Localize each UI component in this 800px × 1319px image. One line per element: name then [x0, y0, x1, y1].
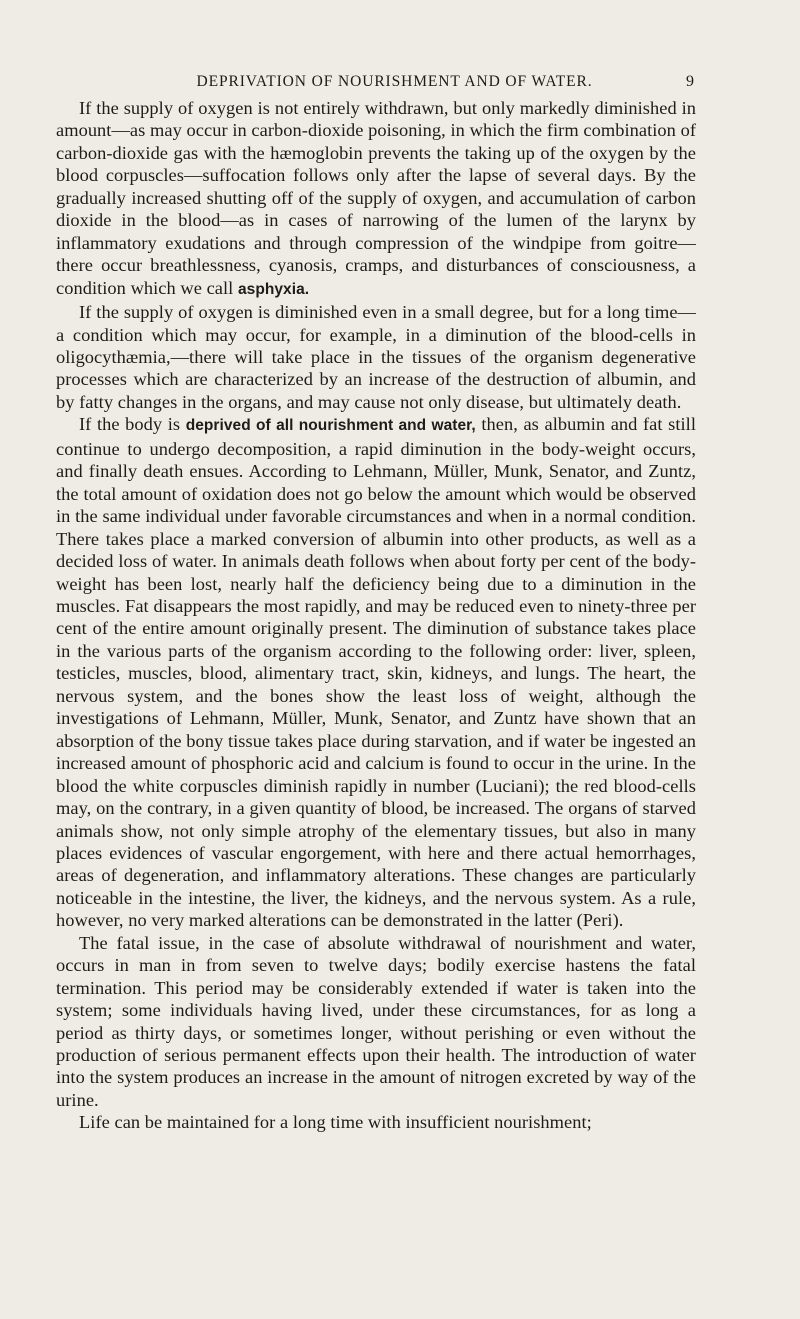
paragraph-insufficient-nourishment: [56, 1111, 696, 1133]
paragraph-text: If the supply of oxygen is not entirely withdrawn, but only markedly diminished in amount—as may occur in carbon-dioxide poisoning, in which the firm combination of carbon-dioxide gas with the hæmoglobin prevents the taking up of the oxygen by the blood corpuscles—suffocation follows only after the lapse of several days. By the gradually increased shutting off of the supply of oxygen, and accumulation of carbon dioxide in the blood—as in cases of narrowing of the lumen of the larynx by inflammatory exudations and through compression of the windpipe from goitre—there occur breathlessness, cyanosis, cramps, and disturbances of consciousness, a condition which we call: [56, 98, 696, 298]
bold-term-asphyxia: asphyxia.: [238, 280, 310, 298]
running-header: [95, 73, 694, 99]
body-text: [56, 97, 696, 1134]
paragraph-text: Life can be maintained for a long time with insufficient nourishment;: [79, 1112, 592, 1133]
paragraph-asphyxia: [56, 97, 696, 301]
page-number: 9: [686, 73, 694, 90]
paragraph-fatal-issue: [56, 932, 696, 1112]
paragraph-deprivation: [56, 413, 696, 931]
paragraph-text-continued: then, as albumin and fat still continue to undergo decomposition, a rapid diminution in the body-weight occurs, and finally death ensues. According to Lehmann, Müller, Munk, Senator, and Zuntz, the total amount of oxidation does not go below the amount which would be observed in the same individual under favorable circumstances and when in a normal condition. There takes place a marked conversion of albumin into other products, as well as a decided loss of water. In animals death follows when about forty per cent of the body-weight has been lost, nearly half the deficiency being due to a diminution in the muscles. Fat disappears the most rapidly, and may be reduced even to ninety-three per cent of the entire amount originally present. The diminution of substance takes place in the various parts of the organism according to the following order: liver, spleen, testicles, muscles, blood, alimentary tract, skin, kidneys, and lungs. The heart, the nervous system, and the bones show the least loss of weight, although the investigations of Lehmann, Müller, Munk, Senator, and Zuntz have shown that an absorption of the bony tissue takes place during starvation, and if water be ingested an increased amount of phosphoric acid and calcium is found to occur in the urine. In the blood the white corpuscles diminish rapidly in number (Luciani); the red blood-cells may, on the contrary, in a given quantity of blood, be increased. The organs of starved animals show, not only simple atrophy of the elementary tissues, but also in many places evidences of vascular engorgement, with here and there actual hemorrhages, areas of degeneration, and inflammatory alterations. These changes are particularly noticeable in the intestine, the liver, the kidneys, and the nervous system. As a rule, however, no very marked alterations can be demonstrated in the latter (Peri).: [56, 414, 696, 931]
chapter-title: DEPRIVATION OF NOURISHMENT AND OF WATER.: [196, 73, 593, 90]
paragraph-oxygen-diminished: [56, 301, 696, 413]
paragraph-text: If the body is: [79, 414, 186, 435]
paragraph-text: If the supply of oxygen is diminished even in a small degree, but for a long time—a condition which may occur, for example, in a diminution of the blood-cells in oligocythæmia,—there will take place in the tissues of the organism degenerative processes which are characterized by an increase of the destruction of albumin, and by fatty changes in the organs, and may cause not only disease, but ultimately death.: [56, 302, 696, 412]
bold-term-deprivation: deprived of all nourishment and water,: [185, 417, 476, 435]
paragraph-text: The fatal issue, in the case of absolute withdrawal of nourishment and water, occurs in man in from seven to twelve days; bodily exercise hastens the fatal termination. This period may be considerably extended if water is taken into the system; some individuals having lived, under these circumstances, for as long a period as thirty days, or sometimes longer, without perishing or even without the production of serious permanent effects upon their health. The introduction of water into the system produces an increase in the amount of nitrogen excreted by way of the urine.: [56, 932, 696, 1110]
